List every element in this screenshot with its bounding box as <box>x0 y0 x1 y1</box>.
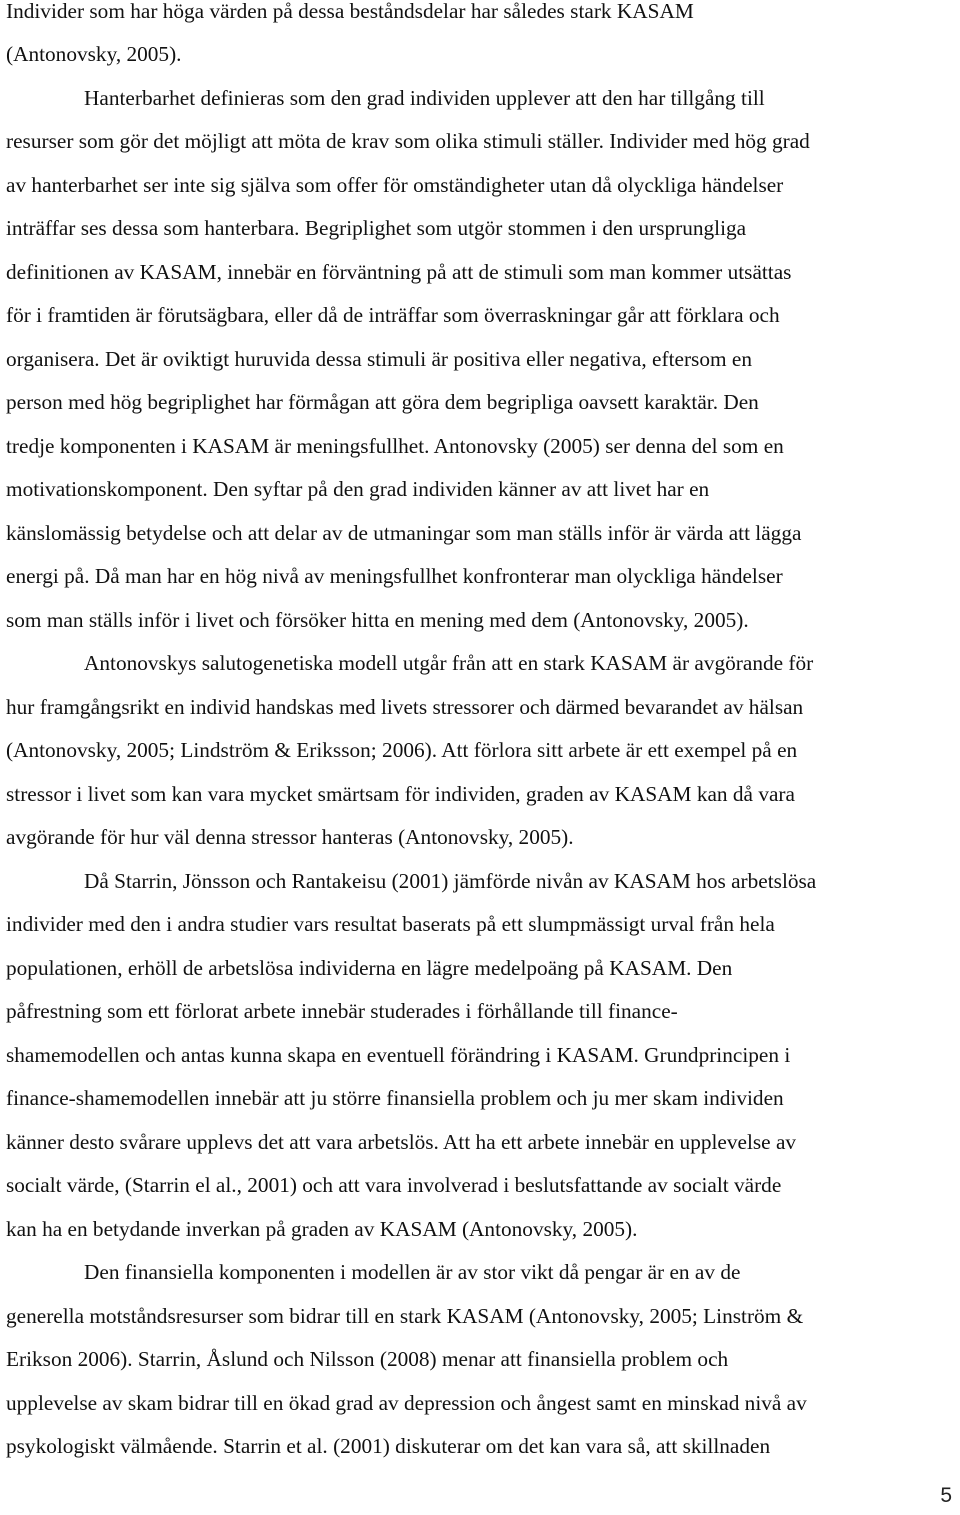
text-line: person med hög begriplighet har förmågan att göra dem begripliga oavsett karaktär. Den <box>6 390 759 414</box>
text-line: individer med den i andra studier vars resultat baserats på ett slumpmässigt urval från hela <box>6 912 775 936</box>
text-line: psykologiskt välmående. Starrin et al. (2001) diskuterar om det kan vara så, att skillnaden <box>6 1434 771 1458</box>
text-line: för i framtiden är förutsägbara, eller då de inträffar som överraskningar går att förklara och <box>6 303 780 327</box>
paragraph-start-line: Hanterbarhet definieras som den grad individen upplever att den har tillgång till <box>84 86 765 110</box>
text-line: avgörande för hur väl denna stressor hanteras (Antonovsky, 2005). <box>6 825 574 849</box>
text-line: inträffar ses dessa som hanterbara. Begriplighet som utgör stommen i den ursprungliga <box>6 216 747 240</box>
text-line: motivationskomponent. Den syftar på den grad individen känner av att livet har en <box>6 477 710 501</box>
text-line: energi på. Då man har en hög nivå av meningsfullhet konfronterar man olyckliga händelser <box>6 564 783 588</box>
text-line: populationen, erhöll de arbetslösa individerna en lägre medelpoäng på KASAM. Den <box>6 956 733 980</box>
text-line: generella motståndsresurser som bidrar till en stark KASAM (Antonovsky, 2005; Linström & <box>6 1304 804 1328</box>
text-line: finance-shamemodellen innebär att ju större finansiella problem och ju mer skam individen <box>6 1086 784 1110</box>
text-line: organisera. Det är oviktigt huruvida dessa stimuli är positiva eller negativa, eftersom en <box>6 347 752 371</box>
text-line: resurser som gör det möjligt att möta de krav som olika stimuli ställer. Individer med hög grad <box>6 129 810 153</box>
text-line: kan ha en betydande inverkan på graden av KASAM (Antonovsky, 2005). <box>6 1217 638 1241</box>
text-line: av hanterbarhet ser inte sig själva som offer för omständigheter utan då olyckliga händelser <box>6 173 784 197</box>
text-line: hur framgångsrikt en individ handskas med livets stressorer och därmed bevarandet av hälsan <box>6 695 804 719</box>
text-line: socialt värde, (Starrin el al., 2001) och att vara involverad i beslutsfattande av socialt värde <box>6 1173 782 1197</box>
paragraph-start-line: Den finansiella komponenten i modellen är av stor vikt då pengar är en av de <box>84 1260 741 1284</box>
text-line: (Antonovsky, 2005). <box>6 42 182 66</box>
text-line: känslomässig betydelse och att delar av de utmaningar som man ställs inför är värda att lägga <box>6 521 802 545</box>
text-line: Erikson 2006). Starrin, Åslund och Nilsson (2008) menar att finansiella problem och <box>6 1347 729 1371</box>
text-line: definitionen av KASAM, innebär en förväntning på att de stimuli som man kommer utsättas <box>6 260 792 284</box>
text-line: upplevelse av skam bidrar till en ökad grad av depression och ångest samt en minskad nivå av <box>6 1391 807 1415</box>
paragraph-start-line: Antonovskys salutogenetiska modell utgår från att en stark KASAM är avgörande för <box>84 651 814 675</box>
page-number: 5 <box>940 1484 952 1507</box>
text-line: känner desto svårare upplevs det att vara arbetslös. Att ha ett arbete innebär en upplevelse av <box>6 1130 797 1154</box>
text-line: påfrestning som ett förlorat arbete innebär studerades i förhållande till finance- <box>6 999 678 1023</box>
text-line: shamemodellen och antas kunna skapa en eventuell förändring i KASAM. Grundprincipen i <box>6 1043 791 1067</box>
text-line: stressor i livet som kan vara mycket smärtsam för individen, graden av KASAM kan då vara <box>6 782 795 806</box>
text-line: som man ställs inför i livet och försöker hitta en mening med dem (Antonovsky, 2005). <box>6 608 749 632</box>
paragraph-start-line: Då Starrin, Jönsson och Rantakeisu (2001) jämförde nivån av KASAM hos arbetslösa <box>84 869 817 893</box>
text-line: Individer som har höga värden på dessa beståndsdelar har således stark KASAM <box>6 0 694 23</box>
text-line: tredje komponenten i KASAM är meningsfullhet. Antonovsky (2005) ser denna del som en <box>6 434 784 458</box>
text-line: (Antonovsky, 2005; Lindström & Eriksson; 2006). Att förlora sitt arbete är ett exempel på en <box>6 738 798 762</box>
